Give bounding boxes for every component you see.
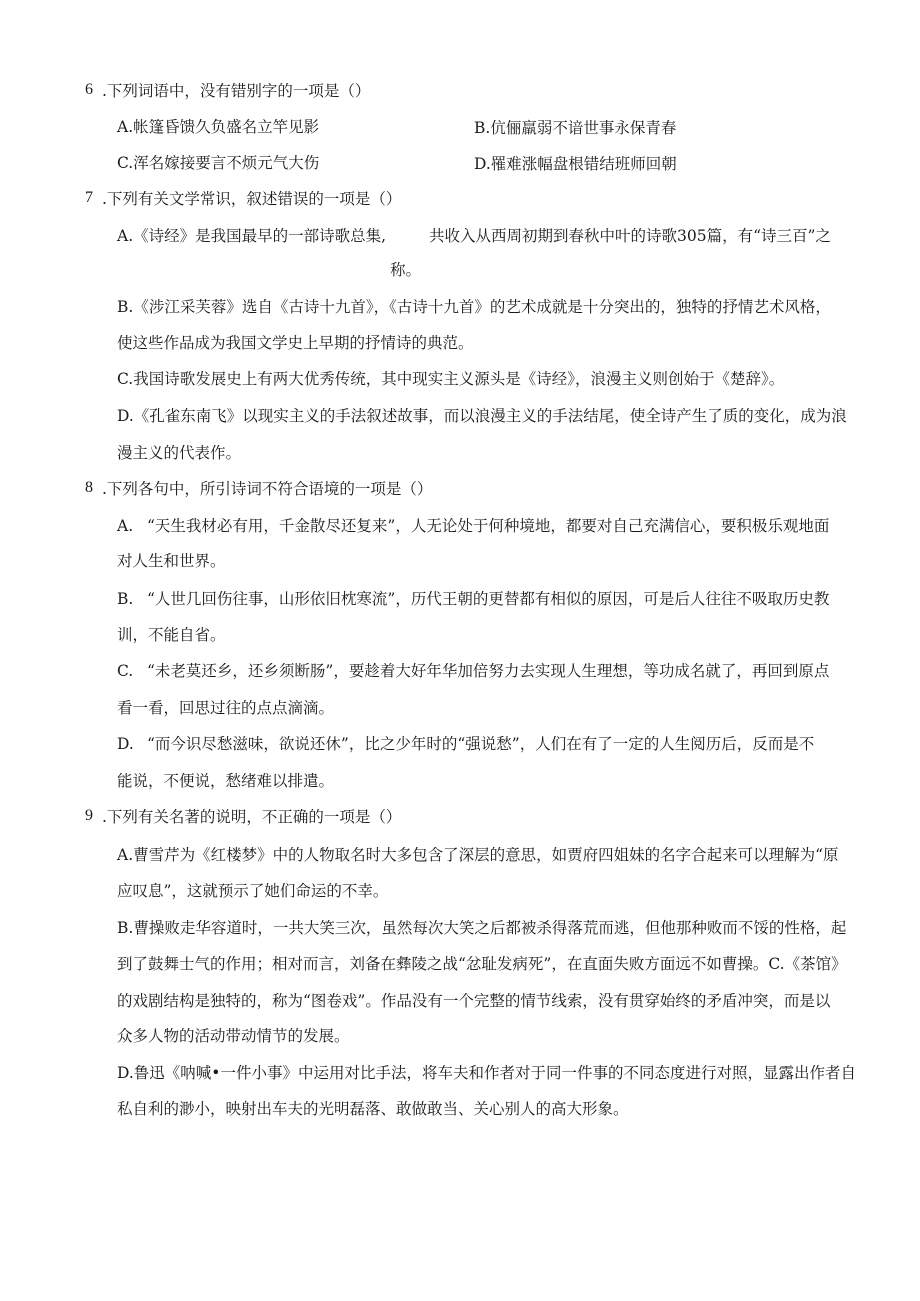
question-7-number: 7 — [85, 189, 93, 206]
question-6-stem: .下列词语中，没有错别字的一项是（） — [102, 82, 371, 100]
question-9-option-c-line2: 众多人物的活动带动情节的发展。 — [117, 1027, 350, 1045]
question-7-option-c: C.我国诗歌发展史上有两大优秀传统，其中现实主义源头是《诗经》，浪漫主义则创始于《楚辞》。 — [117, 370, 785, 388]
question-6-option-b: B.伉俪羸弱不谙世事永保青春 — [474, 119, 677, 137]
question-6-number: 6 — [85, 81, 93, 98]
question-9-stem: .下列有关名著的说明，不正确的一项是（） — [102, 808, 402, 826]
question-9-option-d-line2: 私自利的渺小，映射出车夫的光明磊落、敢做敢当、关心别人的高大形象。 — [117, 1100, 629, 1118]
question-6-option-d: D.罹难涨幅盘根错结班师回朝 — [474, 155, 677, 173]
question-9-option-d-line1: D.鲁迅《呐喊•一件小事》中运用对比手法，将车夫和作者对于同一件事的不同态度进行对照，显露出作者自 — [117, 1064, 856, 1082]
question-7-option-a-part1: A.《诗经》是我国最早的一部诗歌总集, — [117, 227, 387, 245]
question-7-option-d-line2: 漫主义的代表作。 — [117, 444, 242, 462]
question-9-number: 9 — [85, 807, 93, 824]
question-8-option-b-line1: “人世几回伤往事，山形依旧枕寒流”，历代王朝的更替都有相似的原因，可是后人往往不吸取历史教 — [147, 590, 830, 608]
question-8-option-c-line1: “未老莫还乡，还乡须断肠”，要趁着大好年华加倍努力去实现人生理想，等功成名就了，再回到原点 — [147, 662, 830, 680]
question-8-stem: .下列各句中，所引诗词不符合语境的一项是（） — [102, 480, 433, 498]
question-8-option-c-label: C. — [117, 662, 134, 680]
question-9-option-a-line2: 应叹息”，这就预示了她们命运的不幸。 — [117, 882, 389, 900]
question-9-option-b-line2: 到了鼓舞士气的作用；相对而言，刘备在彝陵之战“忿耻发病死”，在直面失败方面远不如曹操。C.《茶馆》 — [117, 955, 847, 973]
question-8-option-d-line1: “而今识尽愁滋味，欲说还休”，比之少年时的“强说愁”，人们在有了一定的人生阅历后，反而是不 — [147, 735, 815, 753]
question-7-option-a-part3: 称。 — [390, 261, 422, 279]
question-8-option-a-line2: 对人生和世界。 — [117, 552, 226, 570]
question-8-option-a-line1: “天生我材必有用，千金散尽还复来”，人无论处于何种境地，都要对自己充满信心，要积极乐观地面 — [147, 517, 830, 535]
question-7-option-b-line2: 使这些作品成为我国文学史上早期的抒情诗的典范。 — [117, 334, 474, 352]
question-8-number: 8 — [85, 479, 93, 496]
question-8-option-c-line2: 看一看，回思过往的点点滴滴。 — [117, 699, 335, 717]
question-6-option-a: A.帐篷昏馈久负盛名立竿见影 — [117, 118, 320, 136]
question-8-option-b-line2: 训，不能自省。 — [117, 626, 226, 644]
question-7-option-a-part2: 共收入从西周初期到春秋中叶的诗歌305篇，有“诗三百”之 — [429, 227, 831, 245]
question-7-stem: .下列有关文学常识，叙述错误的一项是（） — [102, 190, 402, 208]
question-9-option-c-line1: 的戏剧结构是独特的，称为“图卷戏”。作品没有一个完整的情节线索，没有贯穿始终的矛盾冲突，而是以 — [117, 992, 831, 1010]
question-8-option-b-label: B. — [117, 590, 134, 608]
question-6-option-c: C.浑名嫁接要言不烦元气大伤 — [117, 154, 320, 172]
question-7-option-d-line1: D.《孔雀东南飞》以现实主义的手法叙述故事，而以浪漫主义的手法结尾，使全诗产生了质的变化，成为浪 — [117, 407, 847, 425]
question-7-option-b-line1: B.《涉江采芙蓉》选自《古诗十九首》，《古诗十九首》的艺术成就是十分突出的，独特的抒情艺术风格， — [117, 298, 831, 316]
question-8-option-d-label: D. — [117, 735, 134, 753]
question-8-option-a-label: A. — [117, 517, 134, 535]
question-8-option-d-line2: 能说，不便说，愁绪难以排遣。 — [117, 772, 335, 790]
question-9-option-b-line1: B.曹操败走华容道时，一共大笑三次，虽然每次大笑之后都被杀得落荒而逃，但他那种败而不馁的性格，起 — [117, 919, 847, 937]
question-9-option-a-line1: A.曹雪芹为《红楼梦》中的人物取名时大多包含了深层的意思，如贾府四姐妹的名字合起来可以理解为“原 — [117, 846, 839, 864]
